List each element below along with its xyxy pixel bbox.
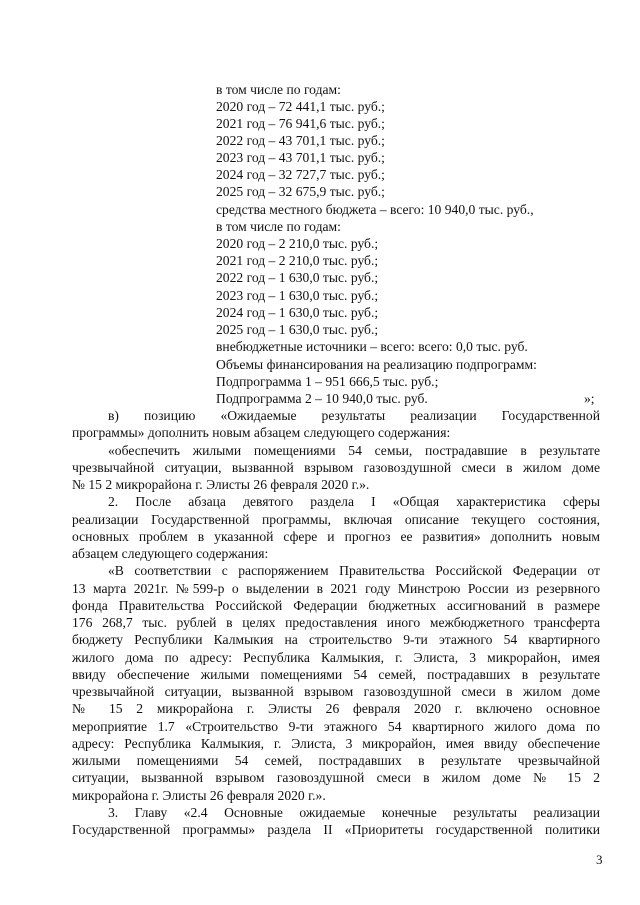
text-line: 2024 год – 32 727,7 тыс. руб.; bbox=[216, 167, 385, 182]
paragraph-line: ввиду обеспечение жилыми помещениями 54 семей, пострадавших в результате bbox=[72, 667, 600, 682]
text-line: 2020 год – 72 441,1 тыс. руб.; bbox=[216, 99, 385, 114]
text-line: Подпрограмма 1 – 951 666,5 тыс. руб.; bbox=[216, 374, 439, 389]
text-line: в том числе по годам: bbox=[216, 219, 341, 234]
paragraph-line: ситуации, вызванной взрывом газовоздушной смеси в жилом доме № 15 2 bbox=[72, 770, 600, 785]
paragraph-line: 13 марта 2021г. №599-р о выделении в 2021 году Минстрою России из резервного bbox=[72, 581, 600, 596]
paragraph-line: адресу: Республика Калмыкия, г. Элиста, 3 микрорайон, имея ввиду обеспечение bbox=[72, 736, 600, 751]
paragraph-line: бюджету Республики Калмыкия на строительство 9-ти этажного 54 квартирного bbox=[72, 632, 600, 647]
paragraph-line: основных проблем в указанной сфере и прогноз ее развития» дополнить новым bbox=[72, 529, 600, 544]
paragraph-line: «обеспечить жилыми помещениями 54 семьи, пострадавшие в результате bbox=[108, 443, 600, 458]
paragraph-line: фонда Правительства Российской Федерации бюджетных ассигнований в размере bbox=[72, 598, 600, 613]
paragraph-line: программы» дополнить новым абзацем следующего содержания: bbox=[72, 425, 451, 440]
text-line: 2024 год – 1 630,0 тыс. руб.; bbox=[216, 305, 379, 320]
paragraph-line: микрорайона г. Элисты 26 февраля 2020 г.». bbox=[72, 788, 326, 803]
text-line: в том числе по годам: bbox=[216, 82, 341, 97]
paragraph-line: 3. Главу «2.4 Основные ожидаемые конечные результаты реализации bbox=[108, 805, 600, 820]
text-line: Подпрограмма 2 – 10 940,0 тыс. руб. bbox=[216, 391, 428, 406]
text-line: 2022 год – 43 701,1 тыс. руб.; bbox=[216, 133, 385, 148]
text-line: 2021 год – 2 210,0 тыс. руб.; bbox=[216, 253, 379, 268]
text-line: 2023 год – 43 701,1 тыс. руб.; bbox=[216, 150, 385, 165]
paragraph-line: 2. После абзаца девятого раздела I «Общая характеристика сферы bbox=[108, 494, 600, 509]
text-line: 2023 год – 1 630,0 тыс. руб.; bbox=[216, 288, 379, 303]
paragraph-line: Государственной программы» раздела II «Приоритеты государственной политики bbox=[72, 822, 600, 837]
text-line: 2025 год – 32 675,9 тыс. руб.; bbox=[216, 184, 385, 199]
paragraph-line: 176 268,7 тыс. рублей в целях предоставления иного межбюджетного трансферта bbox=[72, 615, 600, 630]
paragraph-line: в) позицию «Ожидаемые результаты реализации Государственной bbox=[108, 408, 600, 423]
text-line: Объемы финансирования на реализацию подпрограмм: bbox=[216, 357, 537, 372]
paragraph-line: «В соответствии с распоряжением Правительства Российской Федерации от bbox=[108, 563, 600, 578]
paragraph-line: жилыми помещениями 54 семей, пострадавших в результате чрезвычайной bbox=[72, 753, 600, 768]
page-number: 3 bbox=[596, 852, 603, 867]
paragraph-line: мероприятие 1.7 «Строительство 9-ти этажного 54 квартирного жилого дома по bbox=[72, 719, 600, 734]
paragraph-line: реализации Государственной программы, включая описание текущего состояния, bbox=[72, 512, 600, 527]
paragraph-line: № 15 2 микрорайона г. Элисты 26 февраля 2020 г.». bbox=[72, 477, 370, 492]
text-line: внебюджетные источники – всего: всего: 0,0 тыс. руб. bbox=[216, 339, 528, 354]
paragraph-line: жилого дома по адресу: Республика Калмыкия, г. Элиста, 3 микрорайон, имея bbox=[72, 650, 600, 665]
text-line: 2021 год – 76 941,6 тыс. руб.; bbox=[216, 116, 385, 131]
paragraph-line: чрезвычайной ситуации, вызванной взрывом газовоздушной смеси в жилом доме bbox=[72, 684, 600, 699]
text-line: 2022 год – 1 630,0 тыс. руб.; bbox=[216, 270, 379, 285]
text-line: 2020 год – 2 210,0 тыс. руб.; bbox=[216, 236, 379, 251]
text-line: средства местного бюджета – всего: 10 940,0 тыс. руб., bbox=[216, 202, 534, 217]
paragraph-line: № 15 2 микрорайона г. Элисты 26 февраля 2020 г. включено основное bbox=[72, 701, 600, 716]
paragraph-line: абзацем следующего содержания: bbox=[72, 546, 269, 561]
quote-close: »; bbox=[584, 391, 595, 406]
text-line: 2025 год – 1 630,0 тыс. руб.; bbox=[216, 322, 379, 337]
paragraph-line: чрезвычайной ситуации, вызванной взрывом газовоздушной смеси в жилом доме bbox=[72, 460, 600, 475]
